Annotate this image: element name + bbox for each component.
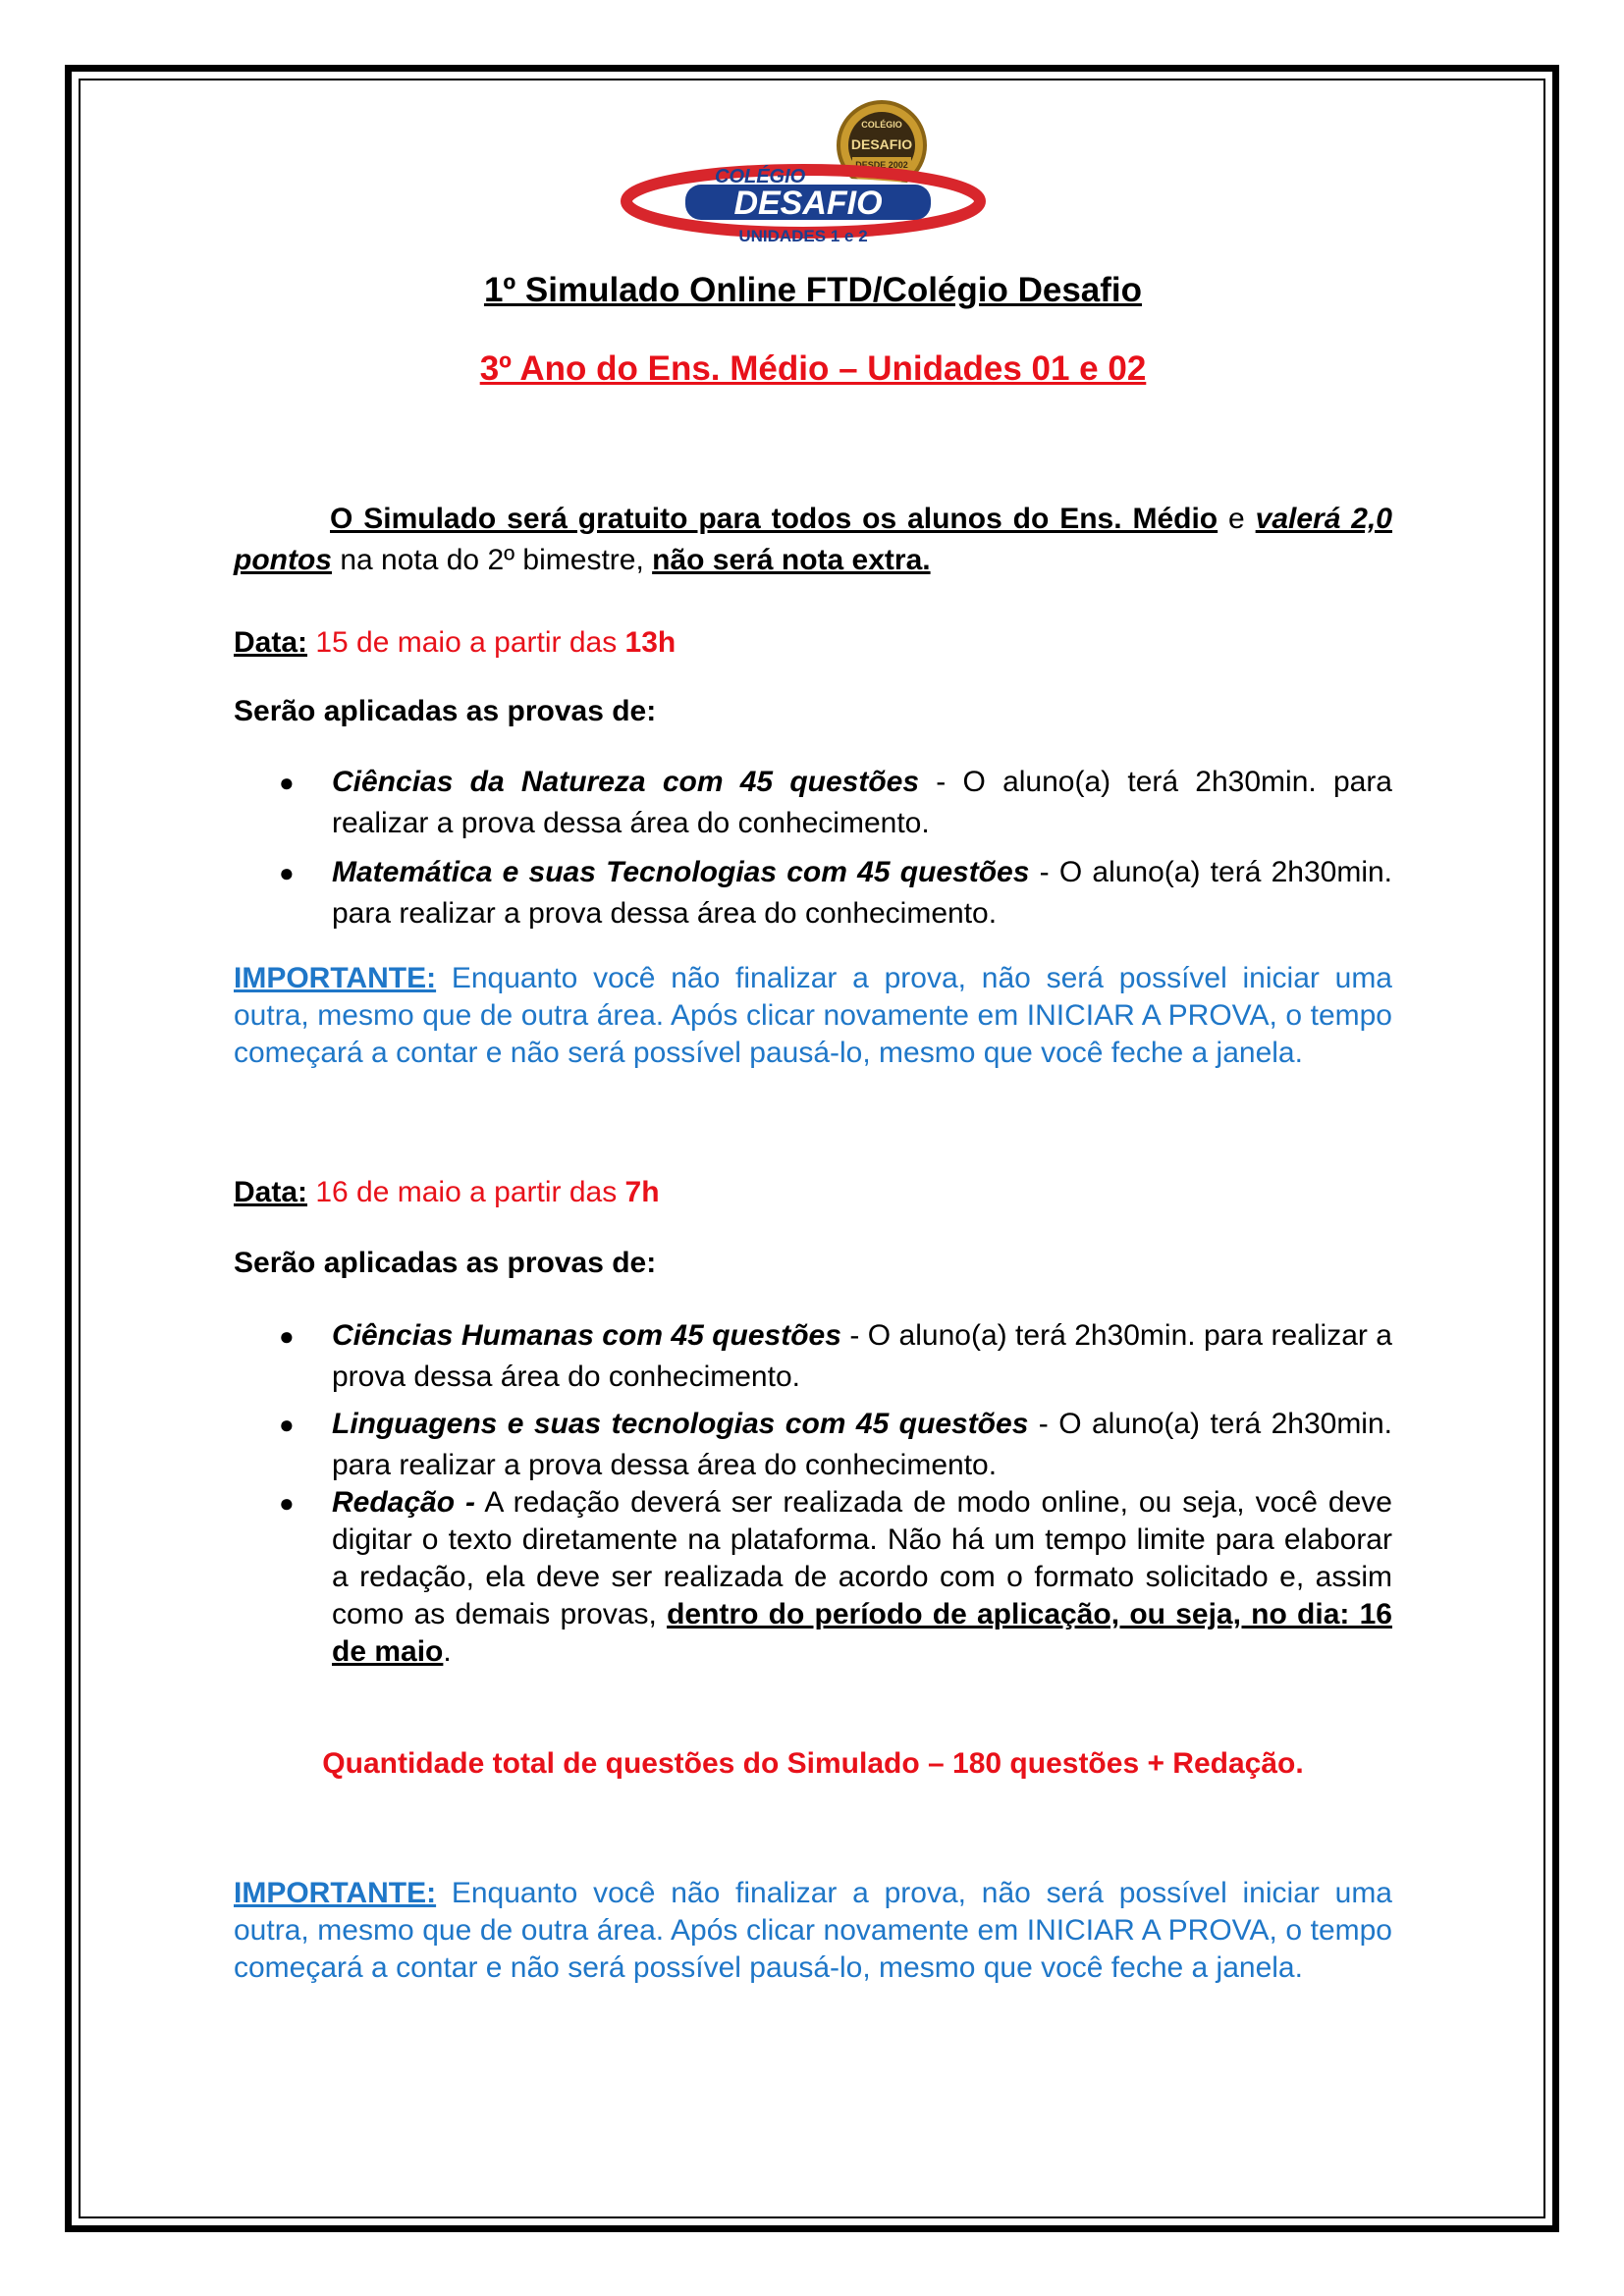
bullet-icon: ●: [279, 768, 295, 797]
list-item: ● Ciências Humanas com 45 questões - O aluno(a) terá 2h30min. para realizar a prova dessa área do conhecimento.: [332, 1315, 1392, 1398]
intro-paragraph: O Simulado será gratuito para todos os alunos do Ens. Médio e valerá 2,0 pontos na nota do 2º bimestre, não será nota extra.: [234, 503, 1392, 576]
day1-date: Data: 15 de maio a partir das 13h: [234, 626, 677, 659]
intro-not-extra: não será nota extra.: [652, 544, 931, 576]
intro-free: O Simulado será gratuito para todos os alunos do Ens. Médio: [330, 503, 1218, 535]
svg-text:COLÉGIO: COLÉGIO: [861, 120, 902, 130]
bullet-icon: ●: [279, 1410, 295, 1439]
svg-text:UNIDADES 1 e 2: UNIDADES 1 e 2: [738, 227, 868, 245]
document-title: 1º Simulado Online FTD/Colégio Desafio: [483, 271, 1143, 309]
bullet-icon: ●: [279, 858, 295, 887]
intro-points: valerá 2,0 pontos: [234, 503, 1392, 576]
list-item: ● Ciências da Natureza com 45 questões - O aluno(a) terá 2h30min. para realizar a prova dessa área do conhecimento.: [332, 762, 1392, 844]
bullet-icon: ●: [279, 1321, 295, 1351]
svg-text:DESAFIO: DESAFIO: [850, 136, 913, 152]
svg-text:DESAFIO: DESAFIO: [733, 185, 883, 222]
bullet-icon: ●: [279, 1488, 295, 1518]
day1-exams-heading: Serão aplicadas as provas de:: [234, 695, 657, 727]
important-note-1: IMPORTANTE: Enquanto você não finalizar a prova, não será possível iniciar uma outra, mesmo que de outra área. Após clicar novamente em INICIAR A PROVA, o tempo começará a contar e não será possível pausá-lo, mesmo que você feche a janela.: [234, 962, 1392, 1069]
document-subtitle: 3º Ano do Ens. Médio – Unidades 01 e 02: [479, 349, 1147, 388]
day2-exams-heading: Serão aplicadas as provas de:: [234, 1247, 657, 1279]
svg-text:COLÉGIO: COLÉGIO: [715, 166, 806, 187]
list-item: ● Linguagens e suas tecnologias com 45 questões - O aluno(a) terá 2h30min. para realizar a prova dessa área do conhecimento.: [332, 1404, 1392, 1486]
day2-date: Data: 16 de maio a partir das 7h: [234, 1176, 660, 1208]
important-note-2: IMPORTANTE: Enquanto você não finalizar a prova, não será possível iniciar uma outra, mesmo que de outra área. Após clicar novamente em INICIAR A PROVA, o tempo começará a contar e não será possível pausá-lo, mesmo que você feche a janela.: [234, 1877, 1392, 1984]
svg-text:DESDE 2002: DESDE 2002: [855, 160, 908, 170]
total-questions: Quantidade total de questões do Simulado – 180 questões + Redação.: [322, 1747, 1304, 1780]
school-logo: [617, 98, 1009, 245]
list-item: ● Matemática e suas Tecnologias com 45 questões - O aluno(a) terá 2h30min. para realizar a prova dessa área do conhecimento.: [332, 852, 1392, 934]
list-item: ● Redação - A redação deverá ser realizada de modo online, ou seja, você deve digitar o texto diretamente na plataforma. Não há um tempo limite para elaborar a redação, ela deve ser realizada de acordo com o formato solicitado e, assim como as demais provas, dentro do período de aplicação, ou seja, no dia: 16 de maio.: [279, 1486, 1392, 1668]
